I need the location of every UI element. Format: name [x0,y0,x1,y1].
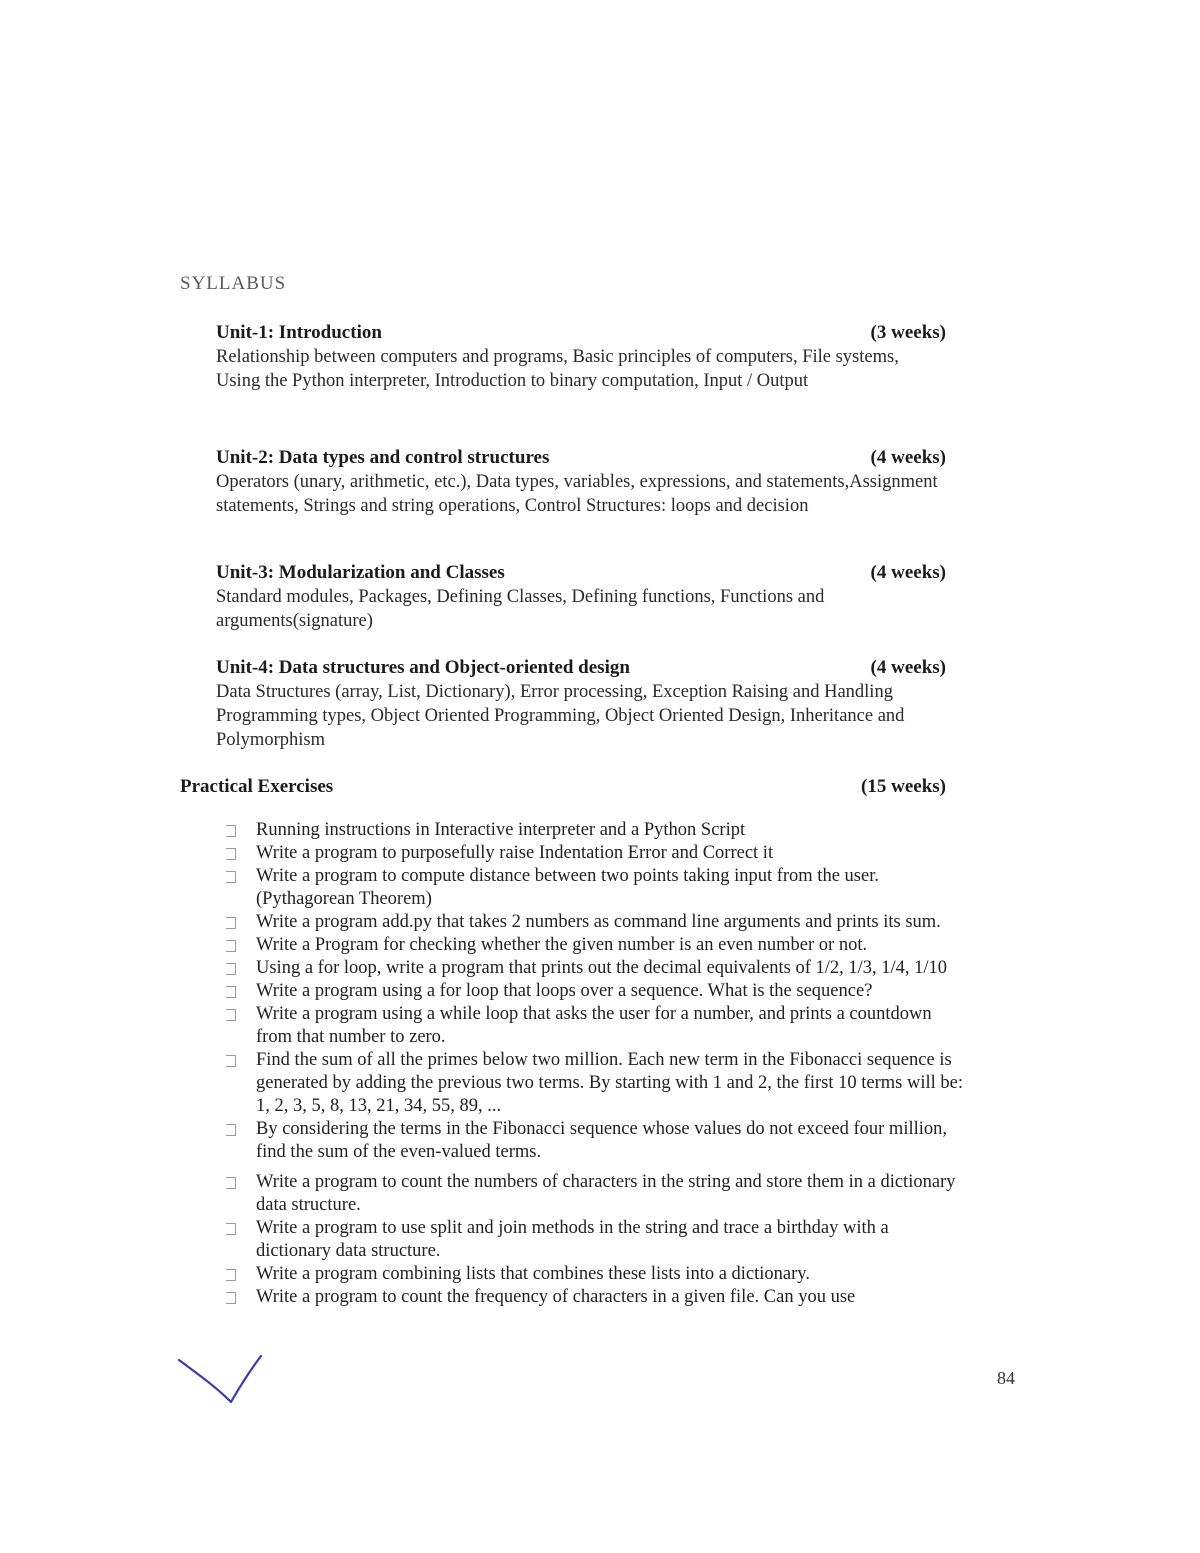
bullet-icon [226,917,236,929]
exercise-list [226,819,966,1309]
unit-description: Standard modules, Packages, Defining Classes, Defining functions, Functions and arguments(signature) [216,587,825,631]
unit-duration: (3 weeks) [870,322,946,343]
unit-4 [216,656,946,752]
unit-duration: (4 weeks) [870,562,946,583]
bullet-icon [226,940,236,952]
bullet-icon [226,986,236,998]
bullet-icon [226,1009,236,1021]
bullet-icon [226,1124,236,1136]
list-item: Write a program using a while loop that asks the user for a number, and prints a countdown from that number to zero. [226,1003,966,1049]
practical-duration: (15 weeks) [861,776,946,797]
unit-1 [216,321,946,393]
page-heading: SYLLABUS [180,273,287,294]
bullet-icon [226,1292,236,1304]
unit-description: Relationship between computers and programs, Basic principles of computers, File systems, Using the Python interpreter, Introduction to binary computation, Input / Output [216,347,899,391]
bullet-icon [226,1223,236,1235]
bullet-icon [226,1269,236,1281]
list-item: Write a program to count the frequency of characters in a given file. Can you use [226,1286,966,1309]
page-number: 84 [997,1368,1015,1388]
unit-description: Operators (unary, arithmetic, etc.), Data types, variables, expressions, and statements,Assignment statements, Strings and string operations, Control Structures: loops and decision [216,472,938,516]
bullet-icon [226,963,236,975]
list-item: Write a program to compute distance between two points taking input from the user. (Pythagorean Theorem) [226,865,966,911]
unit-title: Unit-2: Data types and control structures [216,447,550,468]
unit-title: Unit-3: Modularization and Classes [216,562,505,583]
list-item: Write a program to purposefully raise Indentation Error and Correct it [226,842,966,865]
bullet-icon [226,871,236,883]
unit-duration: (4 weeks) [870,657,946,678]
list-item: Find the sum of all the primes below two million. Each new term in the Fibonacci sequence is generated by adding the previous two terms. By starting with 1 and 2, the first 10 terms will be: 1, 2, 3, 5, 8, 13, 21, 34, 55, 89, ... [226,1049,966,1118]
list-item: Write a program using a for loop that loops over a sequence. What is the sequence? [226,980,966,1003]
list-item: Write a program combining lists that combines these lists into a dictionary. [226,1263,966,1286]
unit-header [216,656,946,680]
unit-header [216,321,946,345]
unit-description: Data Structures (array, List, Dictionary), Error processing, Exception Raising and Handling Programming types, Object Oriented Programming, Object Oriented Design, Inheritance and Polymorphism [216,682,905,750]
list-item: Write a program to count the numbers of characters in the string and store them in a dictionary data structure. [226,1171,966,1217]
unit-header [216,561,946,585]
list-item: Running instructions in Interactive interpreter and a Python Script [226,819,966,842]
unit-3 [216,561,946,633]
list-item: Write a Program for checking whether the given number is an even number or not. [226,934,966,957]
list-item: Write a program add.py that takes 2 numbers as command line arguments and prints its sum. [226,911,966,934]
unit-title: Unit-1: Introduction [216,322,382,343]
practical-title: Practical Exercises [180,776,334,797]
list-item: Write a program to use split and join methods in the string and trace a birthday with a dictionary data structure. [226,1217,966,1263]
practical-exercises-header [180,775,946,799]
unit-title: Unit-4: Data structures and Object-oriented design [216,657,630,678]
list-item: By considering the terms in the Fibonacci sequence whose values do not exceed four million, find the sum of the even-valued terms. [226,1118,966,1164]
bullet-icon [226,1055,236,1067]
check-mark-icon [175,1350,270,1410]
bullet-icon [226,1177,236,1189]
unit-2 [216,446,946,518]
unit-header [216,446,946,470]
list-item: Using a for loop, write a program that prints out the decimal equivalents of 1/2, 1/3, 1/4, 1/10 [226,957,966,980]
unit-duration: (4 weeks) [870,447,946,468]
bullet-icon [226,825,236,837]
bullet-icon [226,848,236,860]
